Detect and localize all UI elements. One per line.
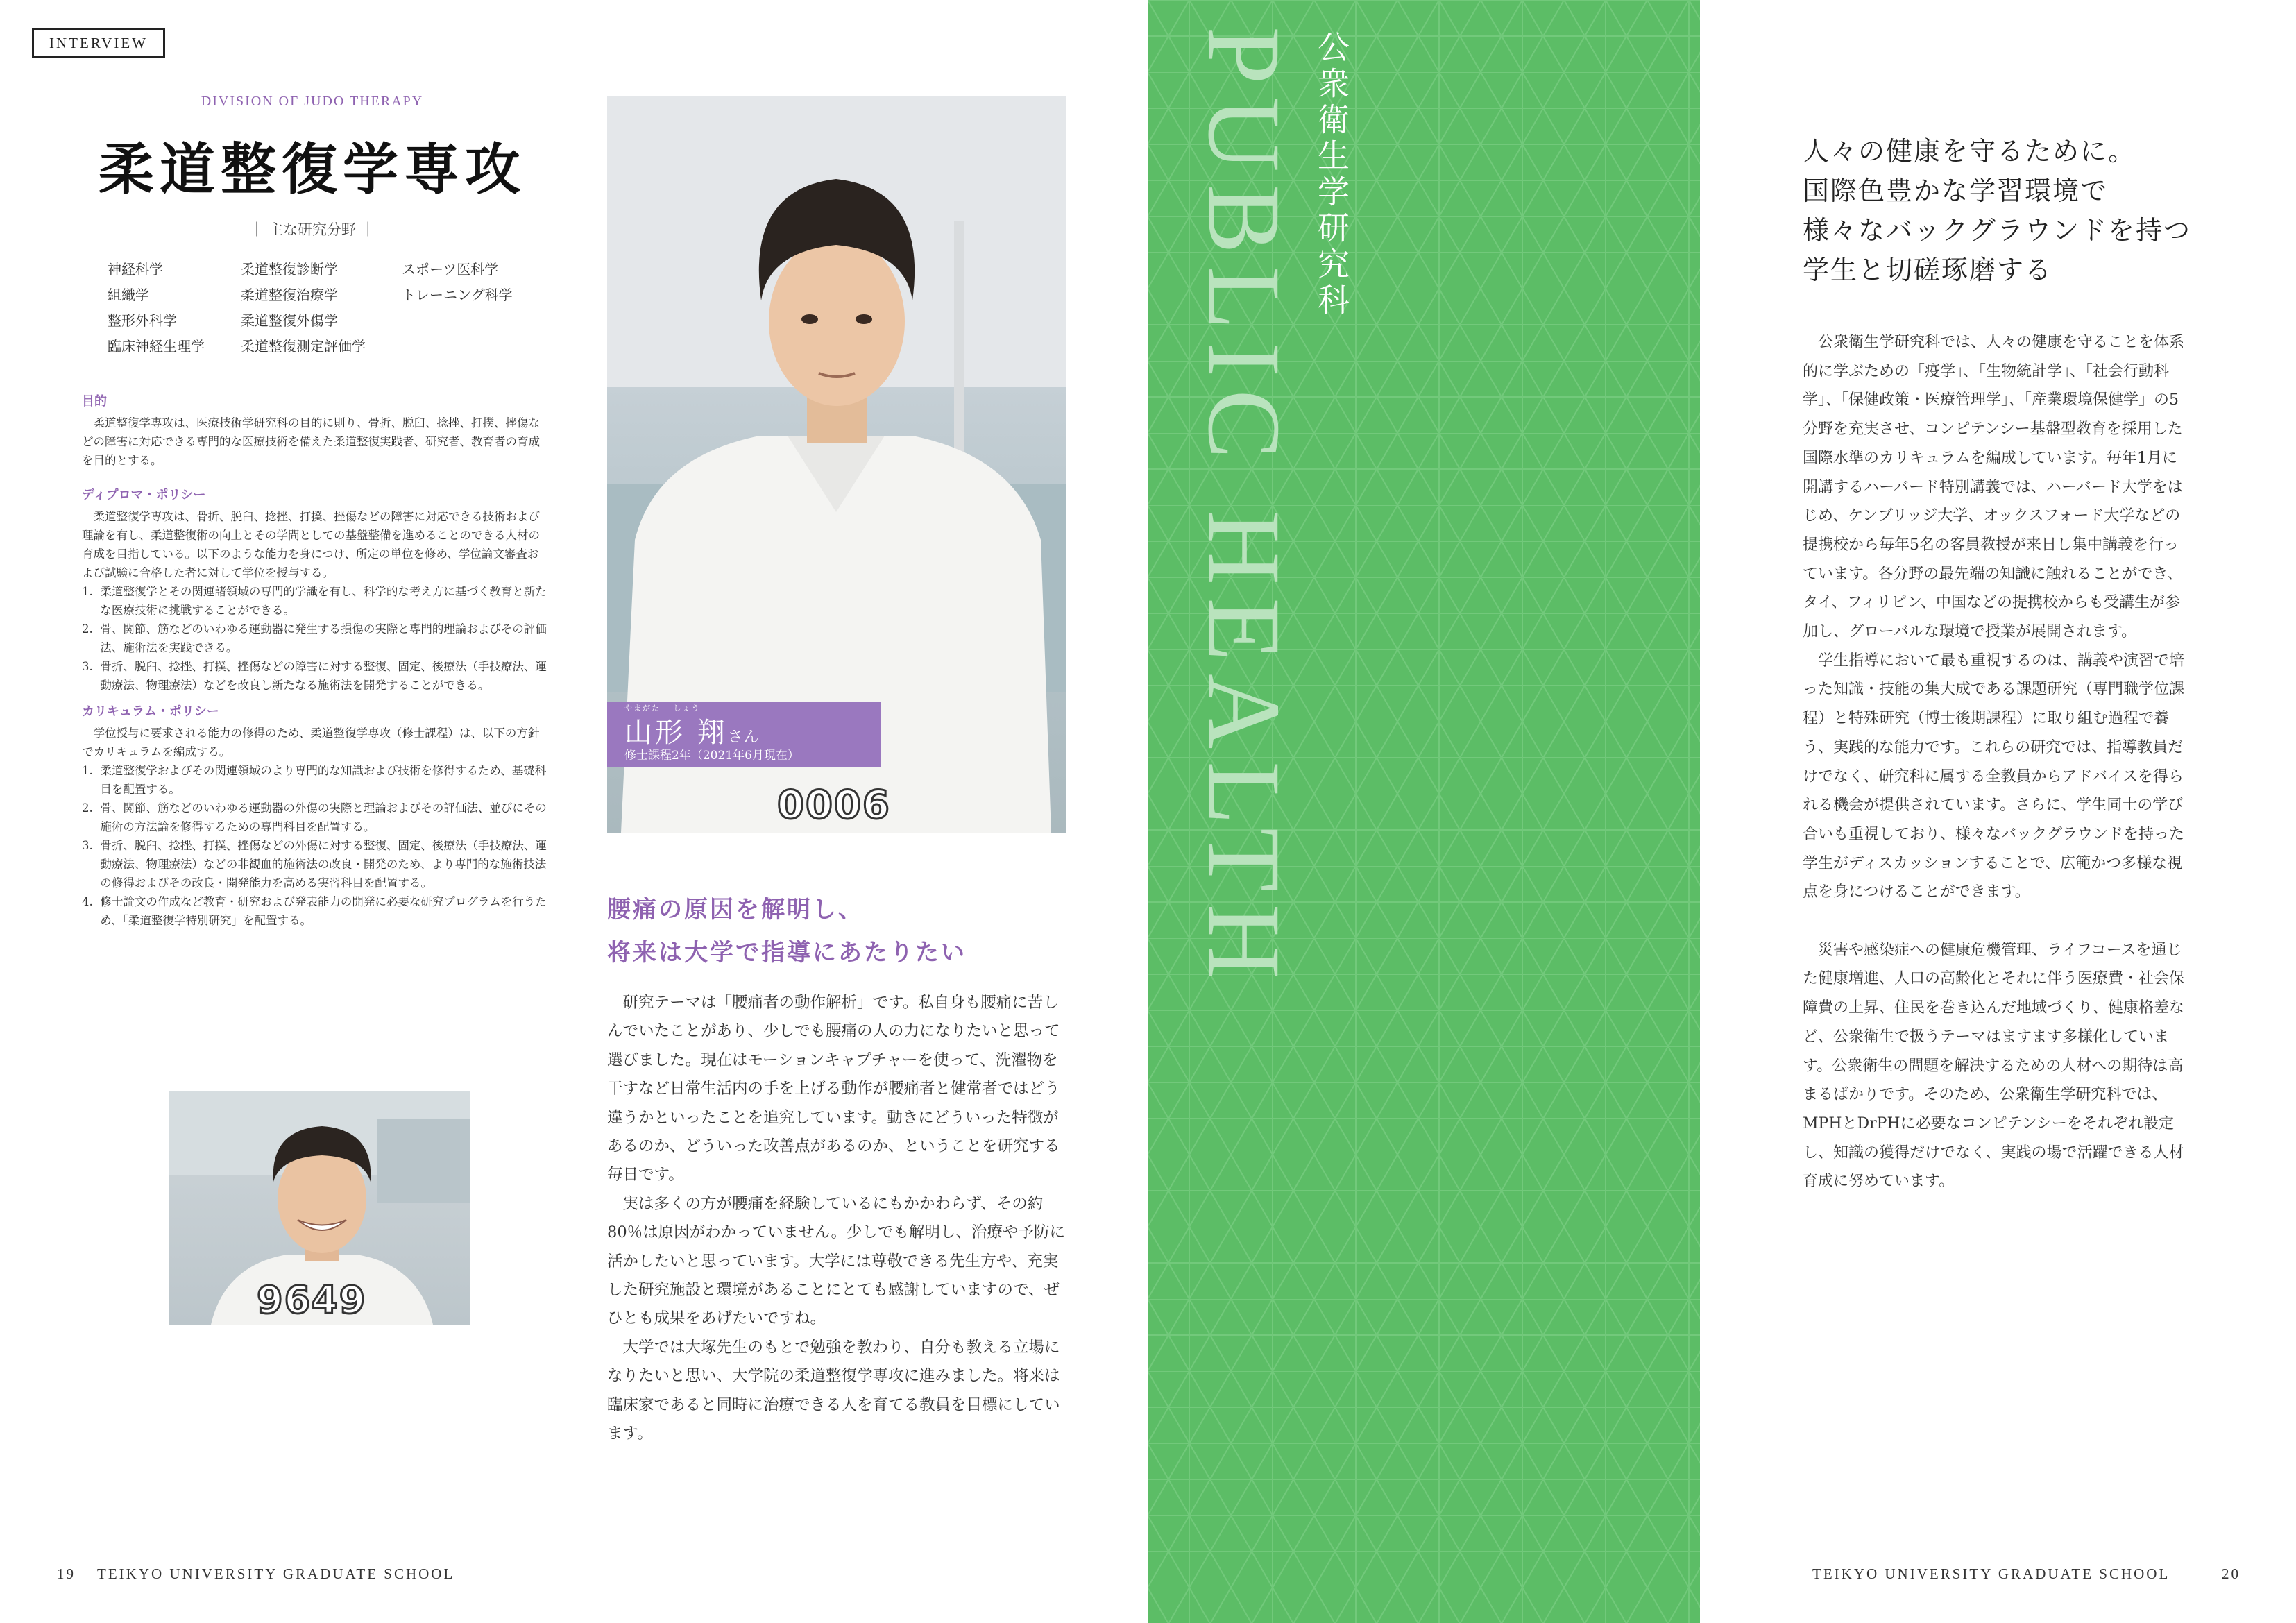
research-field [402, 309, 538, 330]
research-field: トレーニング科学 [402, 287, 513, 303]
research-field: 柔道整復治療学 [241, 287, 338, 303]
purpose-text: 柔道整復学専攻は、医療技術学研究科の目的に則り、骨折、脱臼、捻挫、打撲、挫傷などの障害に対応できる専門的な医療技術を備えた柔道整復実践者、研究者、教育者の育成を目的とする。 [82, 416, 540, 467]
research-field: 柔道整復診断学 [241, 261, 338, 278]
public-health-paragraph: 学生指導において最も重視するのは、講義や演習で培った知識・技能の集大成である課題研究（専門職学位課程）と特殊研究（博士後期課程）に取り組む過程で養う、実践的な能力です。これらの研究では、指導教員だけでなく、研究科に属する全教員からアドバイスを得られる機会が提供されています。さらに、学生同士の学び合いも重視しており、様々なバックグラウンドを持った学生がディスカッションすることで、広範かつ多様な視点を身につけることができます。 [1803, 652, 2185, 901]
division-title: 柔道整復学専攻 [99, 137, 526, 202]
footer-school-right: TEIKYO UNIVERSITY GRADUATE SCHOOL [1812, 1565, 2170, 1582]
public-health-paragraph: 公衆衛生学研究科では、人々の健康を守ることを体系的に学ぶための「疫学」、「生物統計学」、「社会行動科学」、「保健政策・医療管理学」、「産業環境保健学」の5分野を充実させ、コンピテンシー基盤型教育を採用した国際水準のカリキュラムを編成しています。毎年1月に開講するハーバード特別講義では、ハーバード大学をはじめ、ケンブリッジ大学、オックスフォード大学などの提携校から毎年5名の客員教授が来日し集中講義を行っています。各分野の最先端の知識に触れることができ、タイ、フィリピン、中国などの提携校からも受講生が参加し、グローバルな環境で授業が展開されます。 [1803, 334, 2185, 641]
interview-body [607, 989, 1069, 1449]
photo-id-main: 0006 [777, 783, 891, 828]
page-number-right: 20 [2222, 1565, 2240, 1582]
section-tag: INTERVIEW [32, 28, 165, 58]
public-health-body [1803, 328, 2186, 1196]
curriculum-policy-heading: カリキュラム・ポリシー [82, 704, 219, 719]
public-health-headline: 人々の健康を守るために。 国際色豊かな学習環境で 様々なバックグラウンドを持つ 学生と切磋琢磨する [1803, 136, 2192, 285]
name-ruby: やまがた しょう [624, 704, 701, 713]
diploma-policy-item: 1. 柔道整復学とその関連諸領域の専門的学識を有し、科学的な考え方に基づく教育と新たな医療技術に挑戦することができる。 [82, 585, 547, 617]
research-field: 臨床神経生理学 [108, 338, 205, 355]
student-status: 修士課程2年（2021年6月現在） [624, 749, 799, 763]
research-field: 神経科学 [108, 261, 163, 278]
student-name: 山形 翔さん [624, 717, 760, 749]
research-fields-list [108, 258, 538, 355]
graduate-japanese-title: 公衆衛生学研究科 [1313, 31, 1350, 319]
purpose-section [82, 392, 547, 470]
research-fields-heading: ｜ 主な研究分野 ｜ [249, 221, 375, 238]
interview-headline: 腰痛の原因を解明し、 将来は大学で指導にあたりたい [607, 896, 967, 967]
graduate-english-title: PUBLIC HEALTH [1187, 26, 1302, 992]
research-field: 柔道整復測定評価学 [241, 338, 366, 355]
public-health-paragraph: 災害や感染症への健康危機管理、ライフコースを通じた健康増進、人口の高齢化とそれに伴う医療費・社会保障費の上昇、住民を巻き込んだ地域づくり、健康格差など、公衆衛生で扱うテーマはますます多様化しています。公衆衛生の問題を解決するための人材への期待は高まるばかりです。そのため、公衆衛生学研究科では、MPHとDrPHに必要なコンピテンシーをそれぞれ設定し、知識の獲得だけでなく、実践の場で活躍できる人材育成に努めています。 [1803, 941, 2185, 1191]
interview-paragraph: 研究テーマは「腰痛者の動作解析」です。私自身も腰痛に苦しんでいたことがあり、少しでも腰痛の人の力になりたいと思って選びました。現在はモーションキャプチャーを使って、洗濯物を干すなど日常生活内の手を上げる動作が腰痛者と健常者ではどう違うかといったことを追究しています。動きにどういった特徴があるのか、どういった改善点があるのか、ということを研究する毎日です。 [607, 994, 1060, 1184]
curriculum-policy-item: 3. 骨折、脱臼、捻挫、打撲、挫傷などの外傷に対する整復、固定、後療法（手技療法、運動療法、物理療法）などの非観血的施術法の改良・開発のため、より専門的な施術技法の修得およびその改良・開発能力を高める実習科目を配置する。 [82, 839, 547, 890]
curriculum-policy-item: 4. 修士論文の作成など教育・研究および発表能力の開発に必要な研究プログラムを行うため、「柔道整復学特別研究」を配置する。 [82, 895, 547, 927]
research-field: スポーツ医科学 [402, 261, 499, 278]
research-field [402, 335, 538, 355]
diploma-policy-intro: 柔道整復学専攻は、骨折、脱臼、捻挫、打撲、挫傷などの障害に対応できる技術および理論を有し、柔道整復術の向上とその学問としての基盤整備を進めることのできる人材の育成を目指している。以下のような能力を身につけ、所定の単位を修め、学位論文審査および試験に合格した者に対して学位を授与する。 [82, 510, 540, 579]
curriculum-policy-item: 2. 骨、関節、筋などのいわゆる運動器の外傷の実際と理論およびその評価法、並びにその施術の方法論を修得するための専門科目を配置する。 [82, 801, 547, 833]
division-english-title: DIVISION OF JUDO THERAPY [201, 94, 424, 109]
diploma-policy-item: 2. 骨、関節、筋などのいわゆる運動器に発生する損傷の実際と専門的理論およびその評価法、施術法を実践できる。 [82, 622, 547, 654]
diploma-policy-item: 3. 骨折、脱臼、捻挫、打撲、挫傷などの障害に対する整復、固定、後療法（手技療法、運動療法、物理療法）などを改良し新たなる施術法を開発することができる。 [82, 660, 547, 692]
curriculum-policy-item: 1. 柔道整復学およびその関連領域のより専門的な知識および技術を修得するため、基礎科目を配置する。 [82, 764, 547, 796]
footer-school-left: TEIKYO UNIVERSITY GRADUATE SCHOOL [97, 1565, 455, 1582]
page-number-left: 19 [57, 1565, 76, 1582]
purpose-heading: 目的 [82, 394, 107, 409]
diploma-policy-section [82, 486, 547, 695]
interview-paragraph: 大学では大塚先生のもとで勉強を教わり、自分も教える立場になりたいと思い、大学院の柔道整復学専攻に進みました。将来は臨床家であると同時に治療できる人を育てる教員を目標にしています。 [607, 1338, 1060, 1443]
research-field: 柔道整復外傷学 [241, 312, 338, 329]
research-field: 組織学 [108, 287, 149, 303]
diploma-policy-heading: ディプロマ・ポリシー [82, 488, 206, 502]
curriculum-policy-intro: 学位授与に要求される能力の修得のため、柔道整復学専攻（修士課程）は、以下の方針でカリキュラムを編成する。 [82, 726, 540, 758]
curriculum-policy-section [82, 702, 547, 930]
photo-id-small: 9649 [257, 1278, 367, 1322]
interview-paragraph: 実は多くの方が腰痛を経験しているにもかかわらず、その約80％は原因がわかっていません。少しでも解明し、治療や予防に活かしたいと思っています。大学には尊敬できる先生方や、充実した研究施設と環境があることにとても感謝していますので、ぜひとも成果をあげたいですね。 [607, 1194, 1065, 1328]
research-field: 整形外科学 [108, 312, 177, 329]
